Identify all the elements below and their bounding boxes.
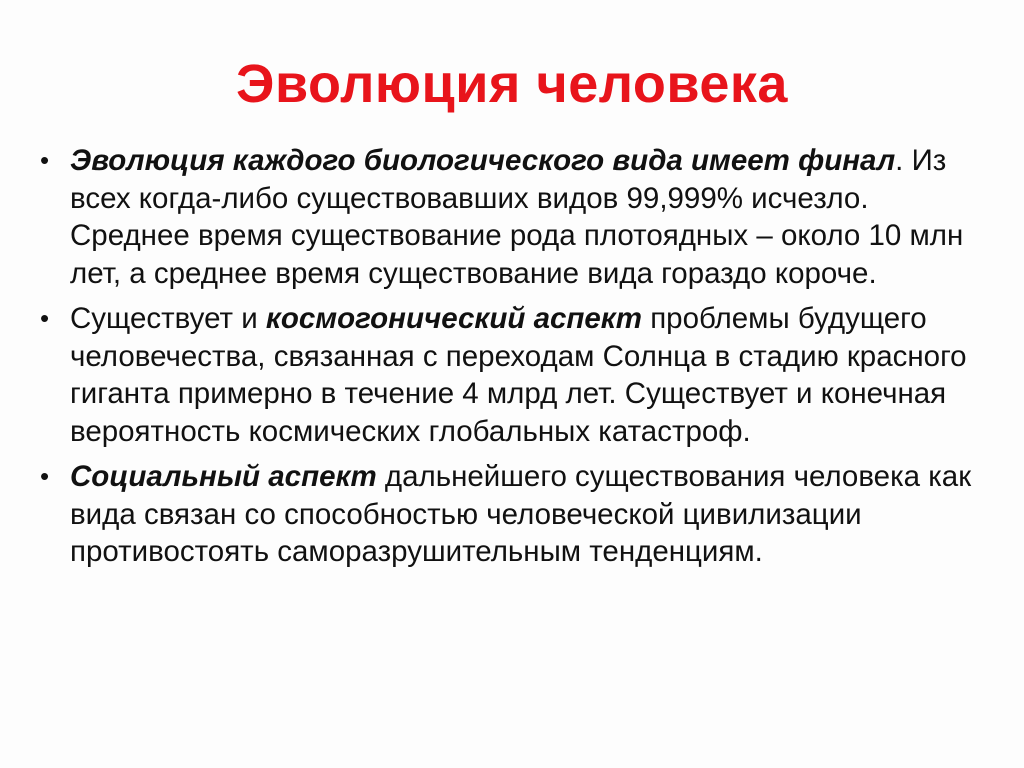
bullet-emphasis: космогонический аспект bbox=[265, 302, 642, 335]
bullet-emphasis: Социальный аспект bbox=[70, 460, 377, 493]
bullet-item-2 bbox=[40, 300, 980, 450]
bullet-text: дальнейшего существования человека как вида связан со способностью человеческой цивилизации противостоять саморазрушительным тенденциям. bbox=[70, 460, 972, 568]
bullet-text: проблемы будущего человечества, связанная с переходам Солнца в стадию красного гиганта примерно в течение 4 млрд лет. Существует и конечная вероятность космических глобальных катастроф. bbox=[70, 302, 967, 448]
bullet-item-1 bbox=[40, 142, 980, 292]
bullet-list bbox=[40, 142, 980, 579]
bullet-emphasis: Эволюция каждого биологического вида имеет финал bbox=[70, 144, 896, 177]
bullet-dot: • bbox=[40, 145, 50, 175]
bullet-item-3 bbox=[40, 458, 980, 571]
slide-title: Эволюция человека bbox=[236, 54, 788, 114]
bullet-dot: • bbox=[40, 461, 50, 491]
bullet-text: . Из всех когда-либо существовавших видов 99,999% исчезло. Среднее время существование рода плотоядных – около 10 млн лет, а среднее время существование вида гораздо короче. bbox=[70, 144, 964, 290]
bullet-prefix: Существует и bbox=[70, 302, 266, 335]
bullet-dot: • bbox=[40, 303, 50, 333]
